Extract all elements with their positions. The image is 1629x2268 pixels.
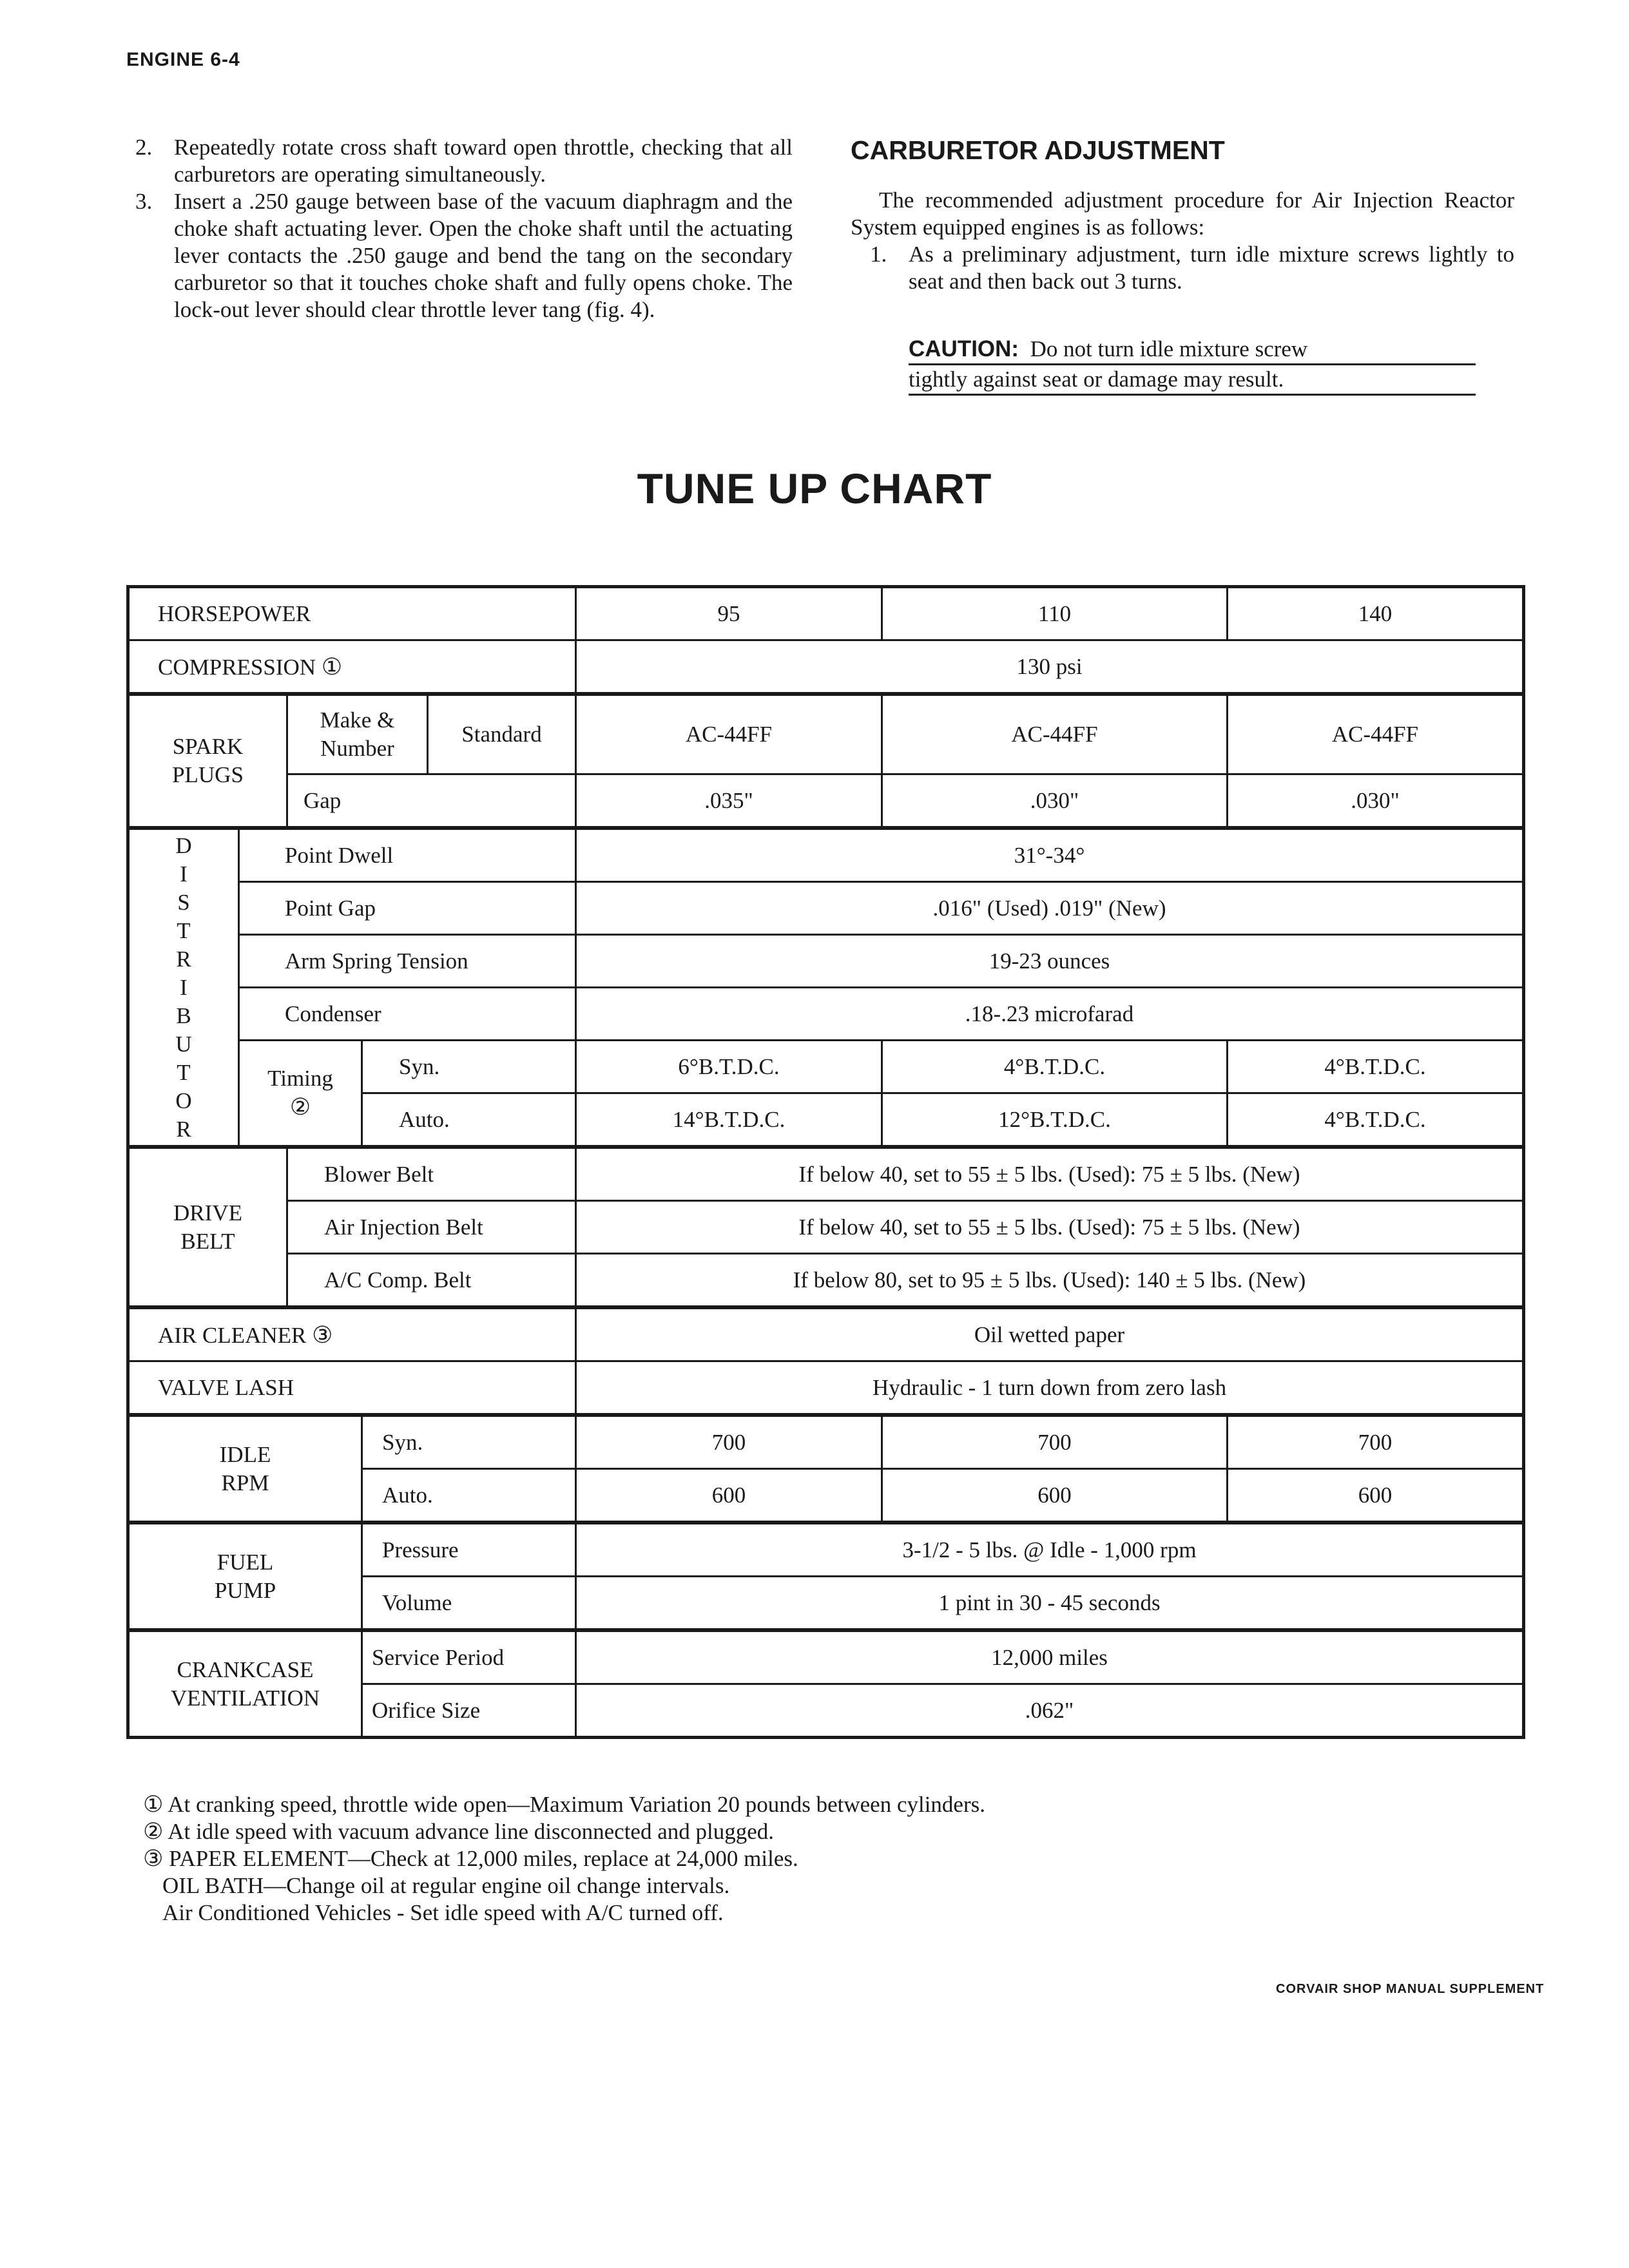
crankcase-label-line2: VENTILATION xyxy=(170,1685,320,1711)
crankcase-label-line1: CRANKCASE xyxy=(177,1657,314,1682)
blower-belt-label: Blower Belt xyxy=(287,1147,576,1201)
row-timing-syn xyxy=(128,1041,1524,1093)
horsepower-140: 140 xyxy=(1228,587,1524,640)
distributor-letter: U xyxy=(175,1031,192,1057)
step-text: Repeatedly rotate cross shaft toward open throttle, checking that all carburetors are operating simultaneously. xyxy=(174,135,793,187)
distributor-letter: B xyxy=(176,1003,191,1028)
caution-line-1 xyxy=(909,335,1476,365)
fuel-label-line1: FUEL xyxy=(217,1549,274,1575)
row-air-cleaner xyxy=(128,1307,1524,1361)
idle-syn-label: Syn. xyxy=(362,1415,576,1469)
valve-lash-value: Hydraulic - 1 turn down from zero lash xyxy=(576,1361,1524,1416)
horsepower-95: 95 xyxy=(576,587,882,640)
row-spark-standard xyxy=(128,694,1524,774)
step-3 xyxy=(129,188,793,323)
distributor-letter: I xyxy=(180,861,188,887)
timing-syn-140: 4°B.T.D.C. xyxy=(1228,1041,1524,1093)
timing-text: Timing xyxy=(267,1066,333,1091)
compression-label-cell xyxy=(128,640,576,695)
row-point-gap xyxy=(128,882,1524,935)
tune-up-table xyxy=(126,585,1525,1739)
footnote-oil-bath: OIL BATH—Change oil at regular engine oil change intervals. xyxy=(162,1873,730,1898)
orifice-size-label: Orifice Size xyxy=(362,1684,576,1738)
service-period-label: Service Period xyxy=(362,1630,576,1684)
distributor-letter: R xyxy=(176,1116,191,1142)
row-idle-syn xyxy=(128,1415,1524,1469)
distributor-letter: T xyxy=(177,918,191,943)
row-condenser xyxy=(128,988,1524,1041)
step-2 xyxy=(129,134,793,188)
spark-label-line2: PLUGS xyxy=(172,762,244,787)
timing-auto-140: 4°B.T.D.C. xyxy=(1228,1093,1524,1148)
make-number-label xyxy=(287,694,428,774)
spark-plugs-label xyxy=(128,694,287,828)
orifice-size-value: .062" xyxy=(576,1684,1524,1738)
caution-label: CAUTION: xyxy=(909,336,1019,361)
right-column xyxy=(851,134,1514,396)
row-crankcase-service xyxy=(128,1630,1524,1684)
row-compression xyxy=(128,640,1524,695)
gap-label: Gap xyxy=(287,774,576,829)
step-text: Insert a .250 gauge between base of the vacuum diaphragm and the choke shaft actuating lever. Open the choke shaft until the actuating lever contacts the .250 gauge and bend the tang on the secondary carburetor so that it touches choke shaft and fully opens choke. The lock-out lever should clear throttle lever tang (fig. 4). xyxy=(174,189,793,322)
carburetor-step-1 xyxy=(851,241,1514,295)
point-gap-value: .016" (Used) .019" (New) xyxy=(576,882,1524,935)
distributor-letter: D xyxy=(175,832,192,858)
valve-lash-label: VALVE LASH xyxy=(128,1361,576,1416)
distributor-letter: T xyxy=(177,1059,191,1085)
drive-label-line2: BELT xyxy=(180,1228,235,1254)
arm-spring-value: 19-23 ounces xyxy=(576,935,1524,988)
timing-auto-110: 12°B.T.D.C. xyxy=(882,1093,1228,1148)
idle-label-line1: IDLE xyxy=(219,1441,271,1467)
row-ac-comp-belt xyxy=(128,1254,1524,1308)
air-injection-belt-label: Air Injection Belt xyxy=(287,1201,576,1254)
footnote-1-mark: ① xyxy=(321,653,343,680)
timing-auto-95: 14°B.T.D.C. xyxy=(576,1093,882,1148)
air-cleaner-label-cell xyxy=(128,1307,576,1361)
row-arm-spring xyxy=(128,935,1524,988)
row-spark-gap xyxy=(128,774,1524,829)
timing-syn-label: Syn. xyxy=(362,1041,576,1093)
make-line1: Make & xyxy=(320,707,395,733)
horsepower-110: 110 xyxy=(882,587,1228,640)
gap-110: .030" xyxy=(882,774,1228,829)
horsepower-label: HORSEPOWER xyxy=(128,587,576,640)
distributor-letter: I xyxy=(180,974,188,1000)
idle-auto-140: 600 xyxy=(1228,1469,1524,1523)
carburetor-adjustment-heading: CARBURETOR ADJUSTMENT xyxy=(851,135,1225,165)
caution-text-2: tightly against seat or damage may result. xyxy=(909,367,1284,392)
point-dwell-value: 31°-34° xyxy=(576,828,1524,882)
row-air-injection-belt xyxy=(128,1201,1524,1254)
row-blower-belt xyxy=(128,1147,1524,1201)
footnote-2: ② At idle speed with vacuum advance line disconnected and plugged. xyxy=(143,1819,775,1844)
drive-belt-label xyxy=(128,1147,287,1307)
distributor-label xyxy=(128,828,239,1147)
footnote-air-conditioned: Air Conditioned Vehicles - Set idle speed with A/C turned off. xyxy=(162,1900,724,1925)
timing-syn-95: 6°B.T.D.C. xyxy=(576,1041,882,1093)
caution-line-2 xyxy=(909,365,1476,396)
blower-belt-value: If below 40, set to 55 ± 5 lbs. (Used): 75 ± 5 lbs. (New) xyxy=(576,1147,1524,1201)
spark-standard-95: AC-44FF xyxy=(576,694,882,774)
crankcase-label xyxy=(128,1630,362,1738)
fuel-label-line2: PUMP xyxy=(214,1577,276,1603)
idle-rpm-label xyxy=(128,1415,362,1523)
fuel-volume-label: Volume xyxy=(362,1577,576,1631)
ac-comp-belt-value: If below 80, set to 95 ± 5 lbs. (Used): 140 ± 5 lbs. (New) xyxy=(576,1254,1524,1308)
footnote-2-mark: ② xyxy=(289,1094,311,1120)
point-gap-label: Point Gap xyxy=(239,882,576,935)
footnote-1: ① At cranking speed, throttle wide open—Maximum Variation 20 pounds between cylinders. xyxy=(143,1792,985,1817)
compression-label: COMPRESSION xyxy=(158,654,316,680)
condenser-label: Condenser xyxy=(239,988,576,1041)
air-injection-belt-value: If below 40, set to 55 ± 5 lbs. (Used): 75 ± 5 lbs. (New) xyxy=(576,1201,1524,1254)
chart-title: TUNE UP CHART xyxy=(637,465,992,512)
footnotes xyxy=(143,1791,1496,1927)
row-point-dwell xyxy=(128,828,1524,882)
ac-comp-belt-label: A/C Comp. Belt xyxy=(287,1254,576,1308)
row-valve-lash xyxy=(128,1361,1524,1416)
idle-syn-95: 700 xyxy=(576,1415,882,1469)
gap-140: .030" xyxy=(1228,774,1524,829)
idle-label-line2: RPM xyxy=(221,1470,269,1495)
idle-syn-110: 700 xyxy=(882,1415,1228,1469)
step-number: 2. xyxy=(135,135,153,160)
step-number: 3. xyxy=(135,189,153,214)
timing-label xyxy=(239,1041,362,1148)
row-horsepower xyxy=(128,587,1524,640)
fuel-pressure-value: 3-1/2 - 5 lbs. @ Idle - 1,000 rpm xyxy=(576,1523,1524,1577)
distributor-letter: S xyxy=(177,889,190,915)
make-line2: Number xyxy=(320,736,394,761)
caution-text-1: Do not turn idle mixture screw xyxy=(1030,336,1308,361)
air-cleaner-value: Oil wetted paper xyxy=(576,1307,1524,1361)
footnote-3-mark: ③ xyxy=(312,1321,333,1348)
carburetor-intro: The recommended adjustment procedure for Air Injection Reactor System equipped engines is as follows: xyxy=(851,187,1514,240)
service-period-value: 12,000 miles xyxy=(576,1630,1524,1684)
idle-auto-label: Auto. xyxy=(362,1469,576,1523)
timing-syn-110: 4°B.T.D.C. xyxy=(882,1041,1228,1093)
condenser-value: .18-.23 microfarad xyxy=(576,988,1524,1041)
point-dwell-label: Point Dwell xyxy=(239,828,576,882)
spark-label-line1: SPARK xyxy=(172,734,244,759)
compression-value: 130 psi xyxy=(576,640,1524,695)
gap-95: .035" xyxy=(576,774,882,829)
air-cleaner-label: AIR CLEANER xyxy=(158,1322,307,1348)
idle-syn-140: 700 xyxy=(1228,1415,1524,1469)
drive-label-line1: DRIVE xyxy=(173,1200,242,1225)
arm-spring-label: Arm Spring Tension xyxy=(239,935,576,988)
left-column xyxy=(129,134,793,323)
standard-label: Standard xyxy=(428,694,576,774)
fuel-pump-label xyxy=(128,1523,362,1630)
step-number: 1. xyxy=(870,242,887,267)
spark-standard-110: AC-44FF xyxy=(882,694,1228,774)
distributor-letter: R xyxy=(176,946,191,972)
step-text: As a preliminary adjustment, turn idle mixture screws lightly to seat and then back out 3 turns. xyxy=(909,242,1514,294)
idle-auto-95: 600 xyxy=(576,1469,882,1523)
page-footer: CORVAIR SHOP MANUAL SUPPLEMENT xyxy=(1276,1982,1545,1996)
distributor-letter: O xyxy=(175,1088,192,1113)
fuel-pressure-label: Pressure xyxy=(362,1523,576,1577)
fuel-volume-value: 1 pint in 30 - 45 seconds xyxy=(576,1577,1524,1631)
page-header: ENGINE 6-4 xyxy=(126,49,240,70)
timing-auto-label: Auto. xyxy=(362,1093,576,1148)
idle-auto-110: 600 xyxy=(882,1469,1228,1523)
spark-standard-140: AC-44FF xyxy=(1228,694,1524,774)
caution-note xyxy=(909,335,1476,396)
footnote-3: ③ PAPER ELEMENT—Check at 12,000 miles, replace at 24,000 miles. xyxy=(143,1846,798,1871)
row-fuel-pressure xyxy=(128,1523,1524,1577)
